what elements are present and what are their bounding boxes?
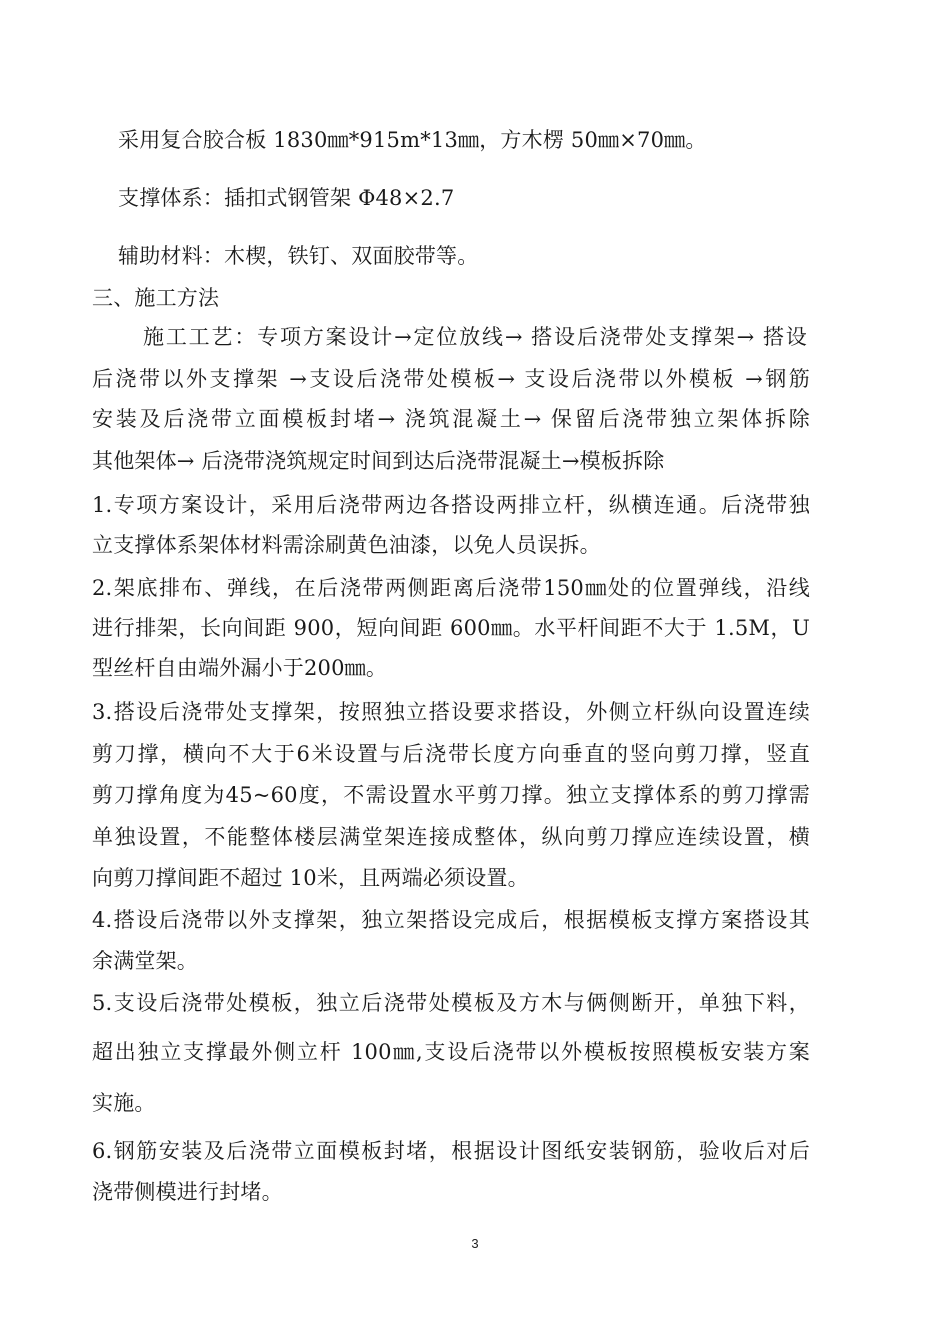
step-line: 1.专项方案设计，采用后浇带两边各搭设两排立杆，纵横连通。后浇带独	[92, 493, 810, 517]
process-line: 其他架体→ 后浇带浇筑规定时间到达后浇带混凝土→模板拆除	[92, 449, 665, 473]
materials-auxiliary-line: 辅助材料：木楔，铁钉、双面胶带等。	[118, 244, 479, 268]
step-line: 余满堂架。	[92, 949, 198, 973]
step-line: 浇带侧模进行封堵。	[92, 1180, 283, 1204]
step-line: 6.钢筋安装及后浇带立面模板封堵，根据设计图纸安装钢筋，验收后对后	[92, 1139, 810, 1163]
step-line: 向剪刀撑间距不超过 10米，且两端必须设置。	[92, 866, 529, 890]
page-number: 3	[471, 1236, 479, 1251]
step-line: 剪刀撑，横向不大于6米设置与后浇带长度方向垂直的竖向剪刀撑，竖直	[92, 742, 810, 766]
materials-support-line: 支撑体系：插扣式钢管架 Φ48×2.7	[118, 186, 455, 210]
process-line: 安装及后浇带立面模板封堵→ 浇筑混凝土→ 保留后浇带独立架体拆除	[92, 407, 810, 431]
step-line: 2.架底排布、弹线，在后浇带两侧距离后浇带150㎜处的位置弹线，沿线	[92, 576, 810, 600]
step-line: 4.搭设后浇带以外支撑架，独立架搭设完成后，根据模板支撑方案搭设其	[92, 908, 810, 932]
step-line: 单独设置，不能整体楼层满堂架连接成整体，纵向剪刀撑应连续设置，横	[92, 825, 810, 849]
section-heading: 三、施工方法	[92, 286, 220, 310]
step-line: 立支撑体系架体材料需涂刷黄色油漆，以免人员误拆。	[92, 533, 601, 557]
step-line: 5.支设后浇带处模板，独立后浇带处模板及方木与俩侧断开，单独下料，	[92, 991, 810, 1015]
step-line: 型丝杆自由端外漏小于200㎜。	[92, 656, 388, 680]
step-line: 超出独立支撑最外侧立杆 100㎜,支设后浇带以外模板按照模板安装方案	[92, 1040, 810, 1064]
materials-formwork-line: 采用复合胶合板 1830㎜*915m*13㎜，方木楞 50㎜×70㎜。	[118, 128, 707, 152]
step-line: 3.搭设后浇带处支撑架，按照独立搭设要求搭设，外侧立杆纵向设置连续	[92, 700, 810, 724]
step-line: 剪刀撑角度为45~60度，不需设置水平剪刀撑。独立支撑体系的剪刀撑需	[92, 783, 810, 807]
process-line: 后浇带以外支撑架 →支设后浇带处模板→ 支设后浇带以外模板 →钢筋	[92, 367, 810, 391]
process-line: 施工工艺：专项方案设计→定位放线→ 搭设后浇带处支撑架→ 搭设	[143, 325, 807, 349]
step-line: 实施。	[92, 1091, 156, 1115]
step-line: 进行排架，长向间距 900，短向间距 600㎜。水平杆间距不大于 1.5M，U	[92, 616, 810, 640]
